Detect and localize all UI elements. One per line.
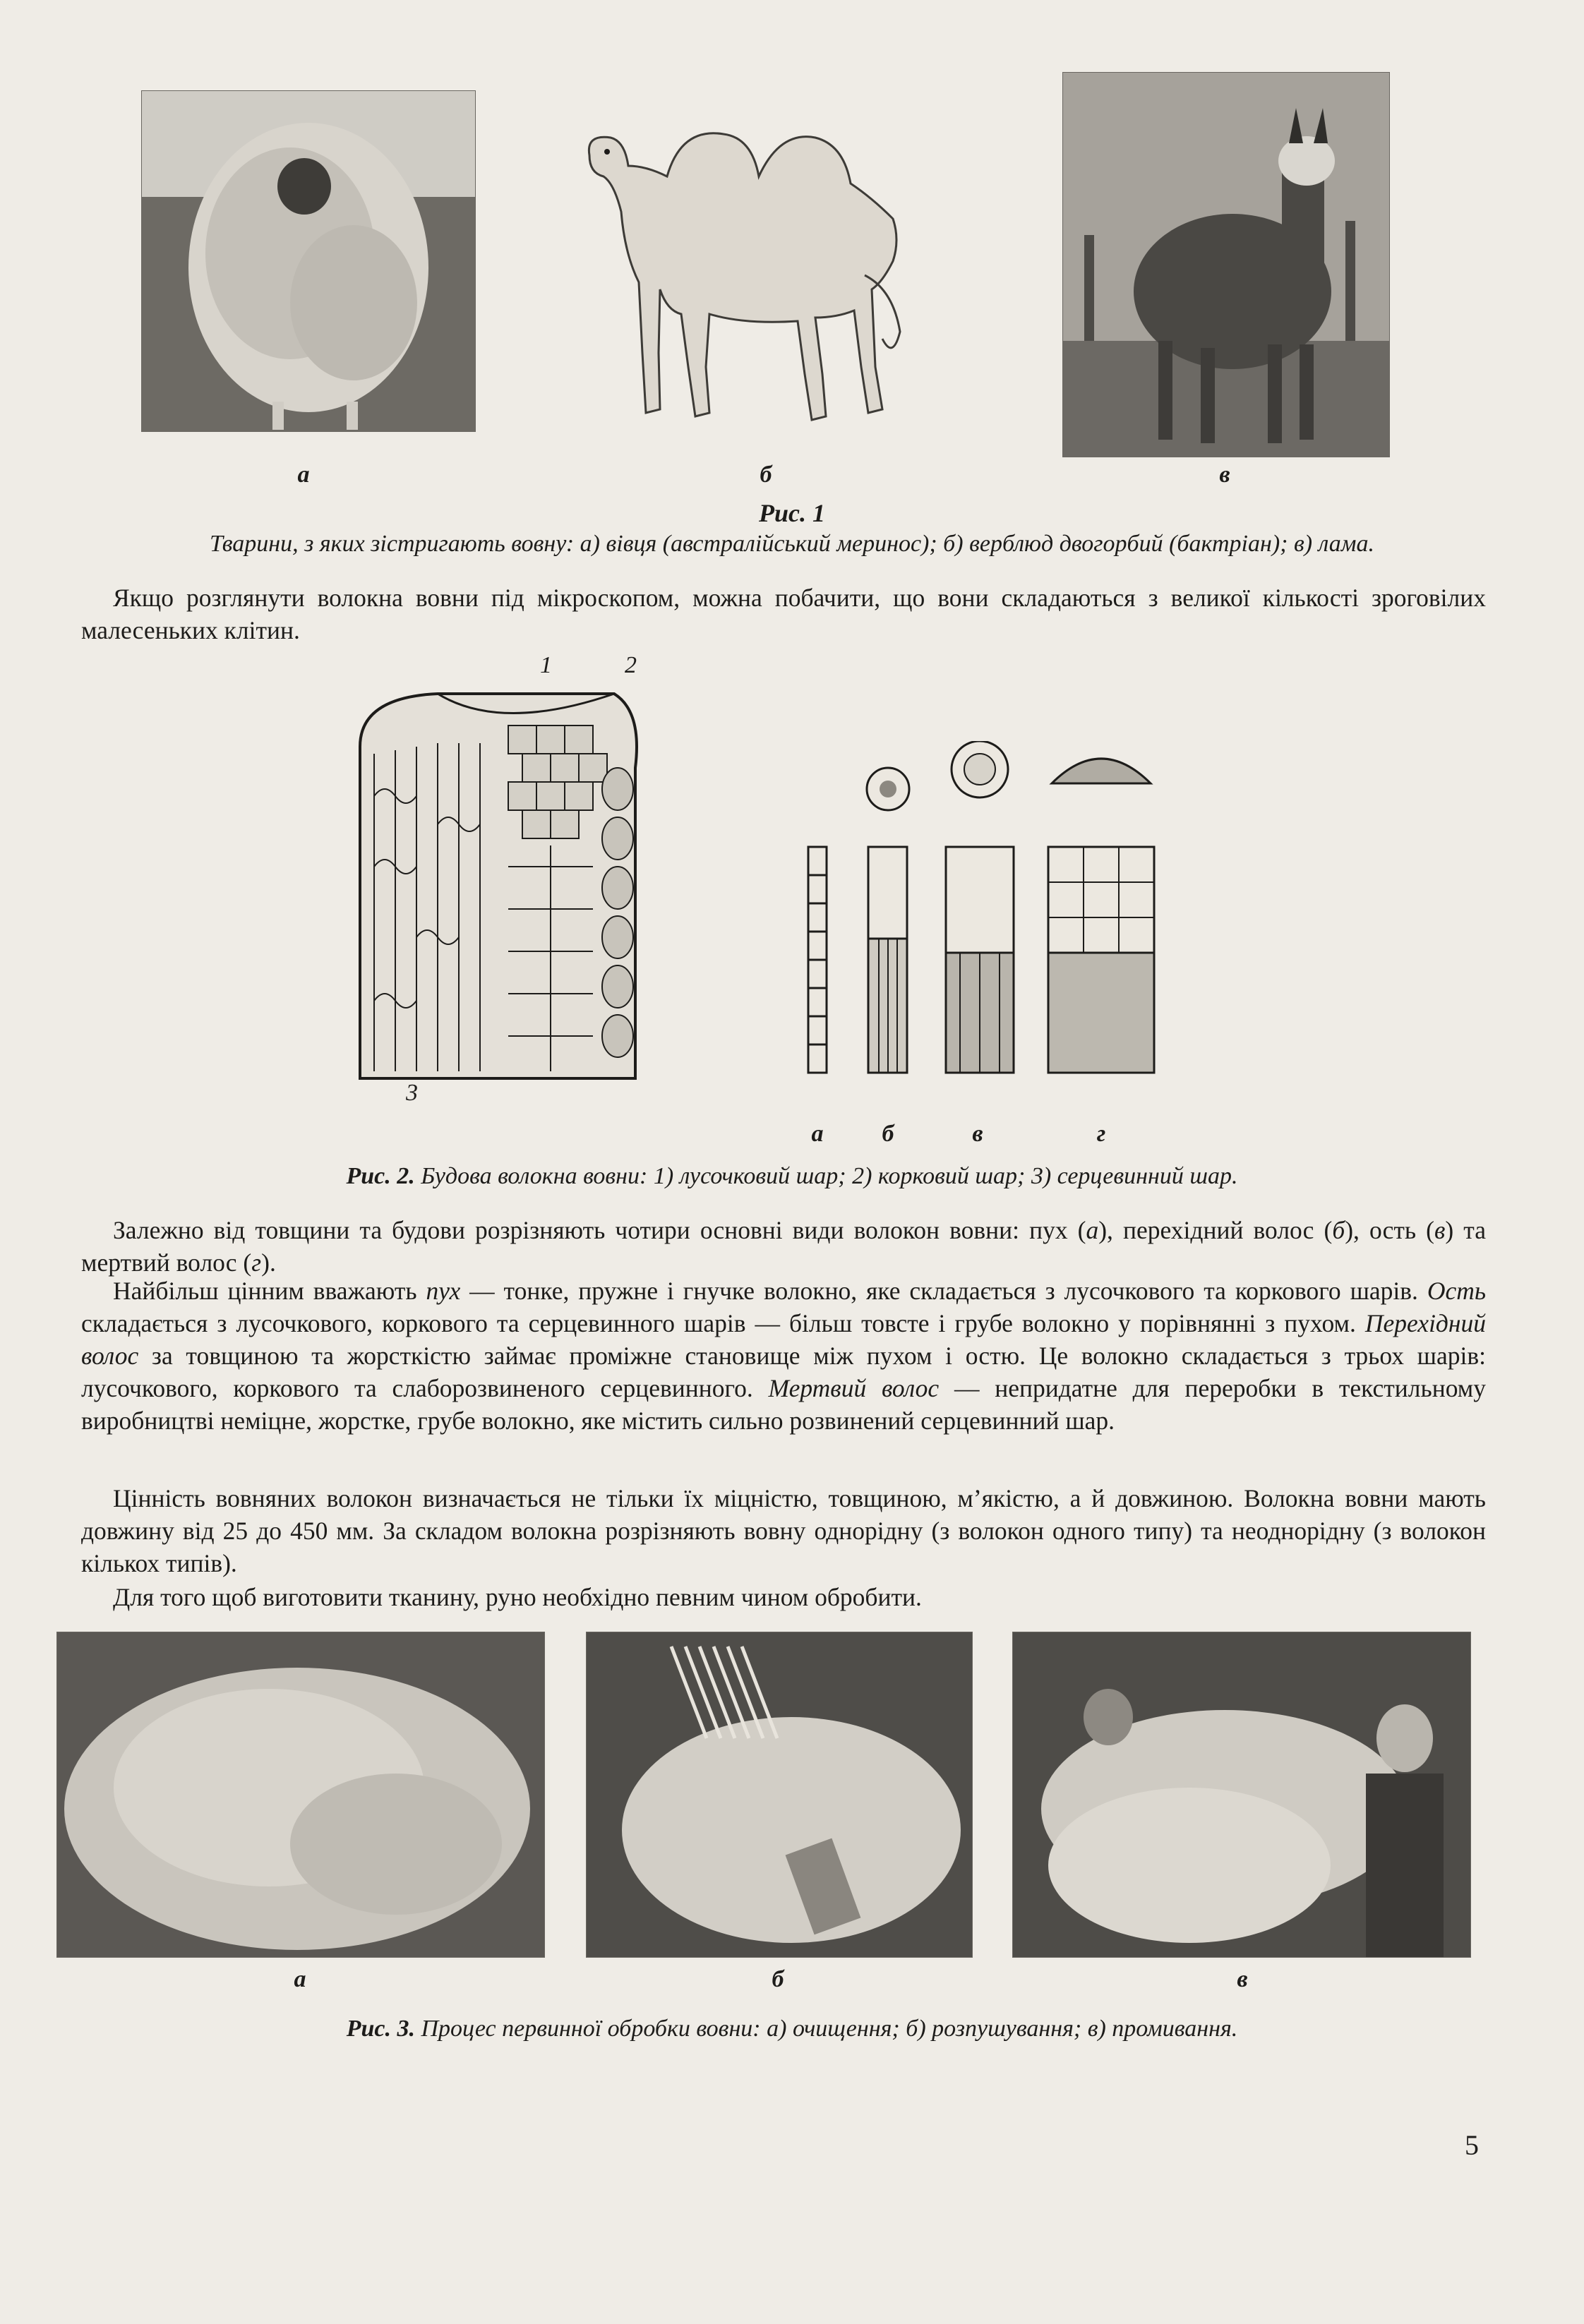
fig2-number-1: 1 [540,652,552,678]
fig3-caption [0,2016,1584,2042]
fig3-letter-b: б [772,1966,784,1992]
para3-text-4: за товщиною та жорсткістю займає проміжне становище між пухом і остю. Це волокно складається з трьох шарів: лусочкового, коркового та слаборозвиненого серцевинного. [81,1342,1486,1402]
wool-cleaning-photo [56,1632,545,1958]
fig1-letter-a: а [297,462,310,488]
para3-term-down: пух [426,1277,461,1305]
para3-term-dead: Мертвий волос [768,1374,940,1402]
fig2-caption-label: Рис. 2. [346,1163,415,1189]
fig2-letter-g: г [1096,1121,1106,1147]
paragraph-processing: Для того щоб виготовити тканину, руно необхідно певним чином обробити. [113,1583,922,1611]
paragraph-fiber-types [81,1214,1486,1279]
fig3-caption-text: Процес первинної обробки вовни: а) очищення; б) розпушування; в) промивання. [415,2016,1238,2042]
para2-letter-a: а [1086,1216,1099,1244]
fig2-number-3: 3 [406,1080,418,1106]
para3-text-2: — тонке, пружне і гнучке волокно, яке складається з лусочкового та коркового шарів. [460,1277,1427,1305]
para2-text-2: ), перехідний волос ( [1098,1216,1333,1244]
llama-photo [1062,72,1390,457]
wool-washing-photo [1012,1632,1471,1958]
para2-letter-g: г [251,1248,262,1277]
camel-illustration [561,99,978,427]
fig2-caption-text: Будова волокна вовни: 1) лусочковий шар; 2) корковий шар; 3) серцевинний шар. [414,1163,1238,1189]
fig3-letter-v: в [1237,1966,1248,1992]
paragraph-fiber-descriptions [81,1275,1486,1437]
paragraph-microscope: Якщо розглянути волокна вовни під мікроскопом, можна побачити, що вони складаються з великої кількості зроговілих малесеньких клітин. [81,584,1486,644]
para2-letter-b: б [1332,1216,1345,1244]
para3-text-3: складається з лусочкового, коркового та серцевинного шарів — більш товсте і грубе волокно у порівнянні з пухом. [81,1309,1365,1337]
para2-letter-v: в [1434,1216,1446,1244]
para3-text-5: — непридатне для переробки в текстильному виробництві неміцне, жорстке, грубе волокно, яке містить сильно розвинений серцевинний шар. [81,1374,1486,1435]
fig3-letter-a: а [294,1966,306,1992]
fig2-letter-a: а [811,1121,824,1147]
para2-text-1: Залежно від товщини та будови розрізняють чотири основні види волокон вовни: пух ( [113,1216,1086,1244]
fig2-letter-v: в [972,1121,983,1147]
fig2-letter-b: б [882,1121,894,1147]
sheep-photo [141,90,476,432]
fig2-number-2: 2 [625,652,637,678]
fiber-types-diagram [798,741,1172,1108]
paragraph-fiber-value: Цінність вовняних волокон визначається не тільки їх міцністю, товщиною, м’якістю, а й довжиною. Волокна вовни мають довжину від 25 до 450 мм. За складом волокна розрізняють вовну однорідну (з волокон одного типу) та неоднорідну (з волокон кількох типів). [81,1484,1486,1577]
wool-loosening-photo [586,1632,973,1958]
para2-text-5: ). [261,1248,276,1277]
fiber-structure-diagram [346,683,649,1094]
para3-text-1: Найбільш цінним вважають [113,1277,426,1305]
para2-text-3: ), ость ( [1345,1216,1434,1244]
fig1-caption: Тварини, з яких зістригають вовну: а) вівця (австралійський меринос); б) верблюд двогорбий (бактріан); в) лама. [210,531,1374,557]
fig3-caption-label: Рис. 3. [346,2016,415,2042]
fig1-letter-b: б [760,462,772,488]
para3-term-guard: Ость [1427,1277,1486,1305]
para3-term-transitional: Перехідний волос [81,1309,1486,1370]
para2-text-4: ) та мертвий волос ( [81,1216,1486,1277]
fig1-title: Рис. 1 [759,499,825,527]
fig2-caption [0,1163,1584,1190]
page-number: 5 [1465,2129,1479,2161]
fig1-letter-v: в [1219,462,1230,488]
